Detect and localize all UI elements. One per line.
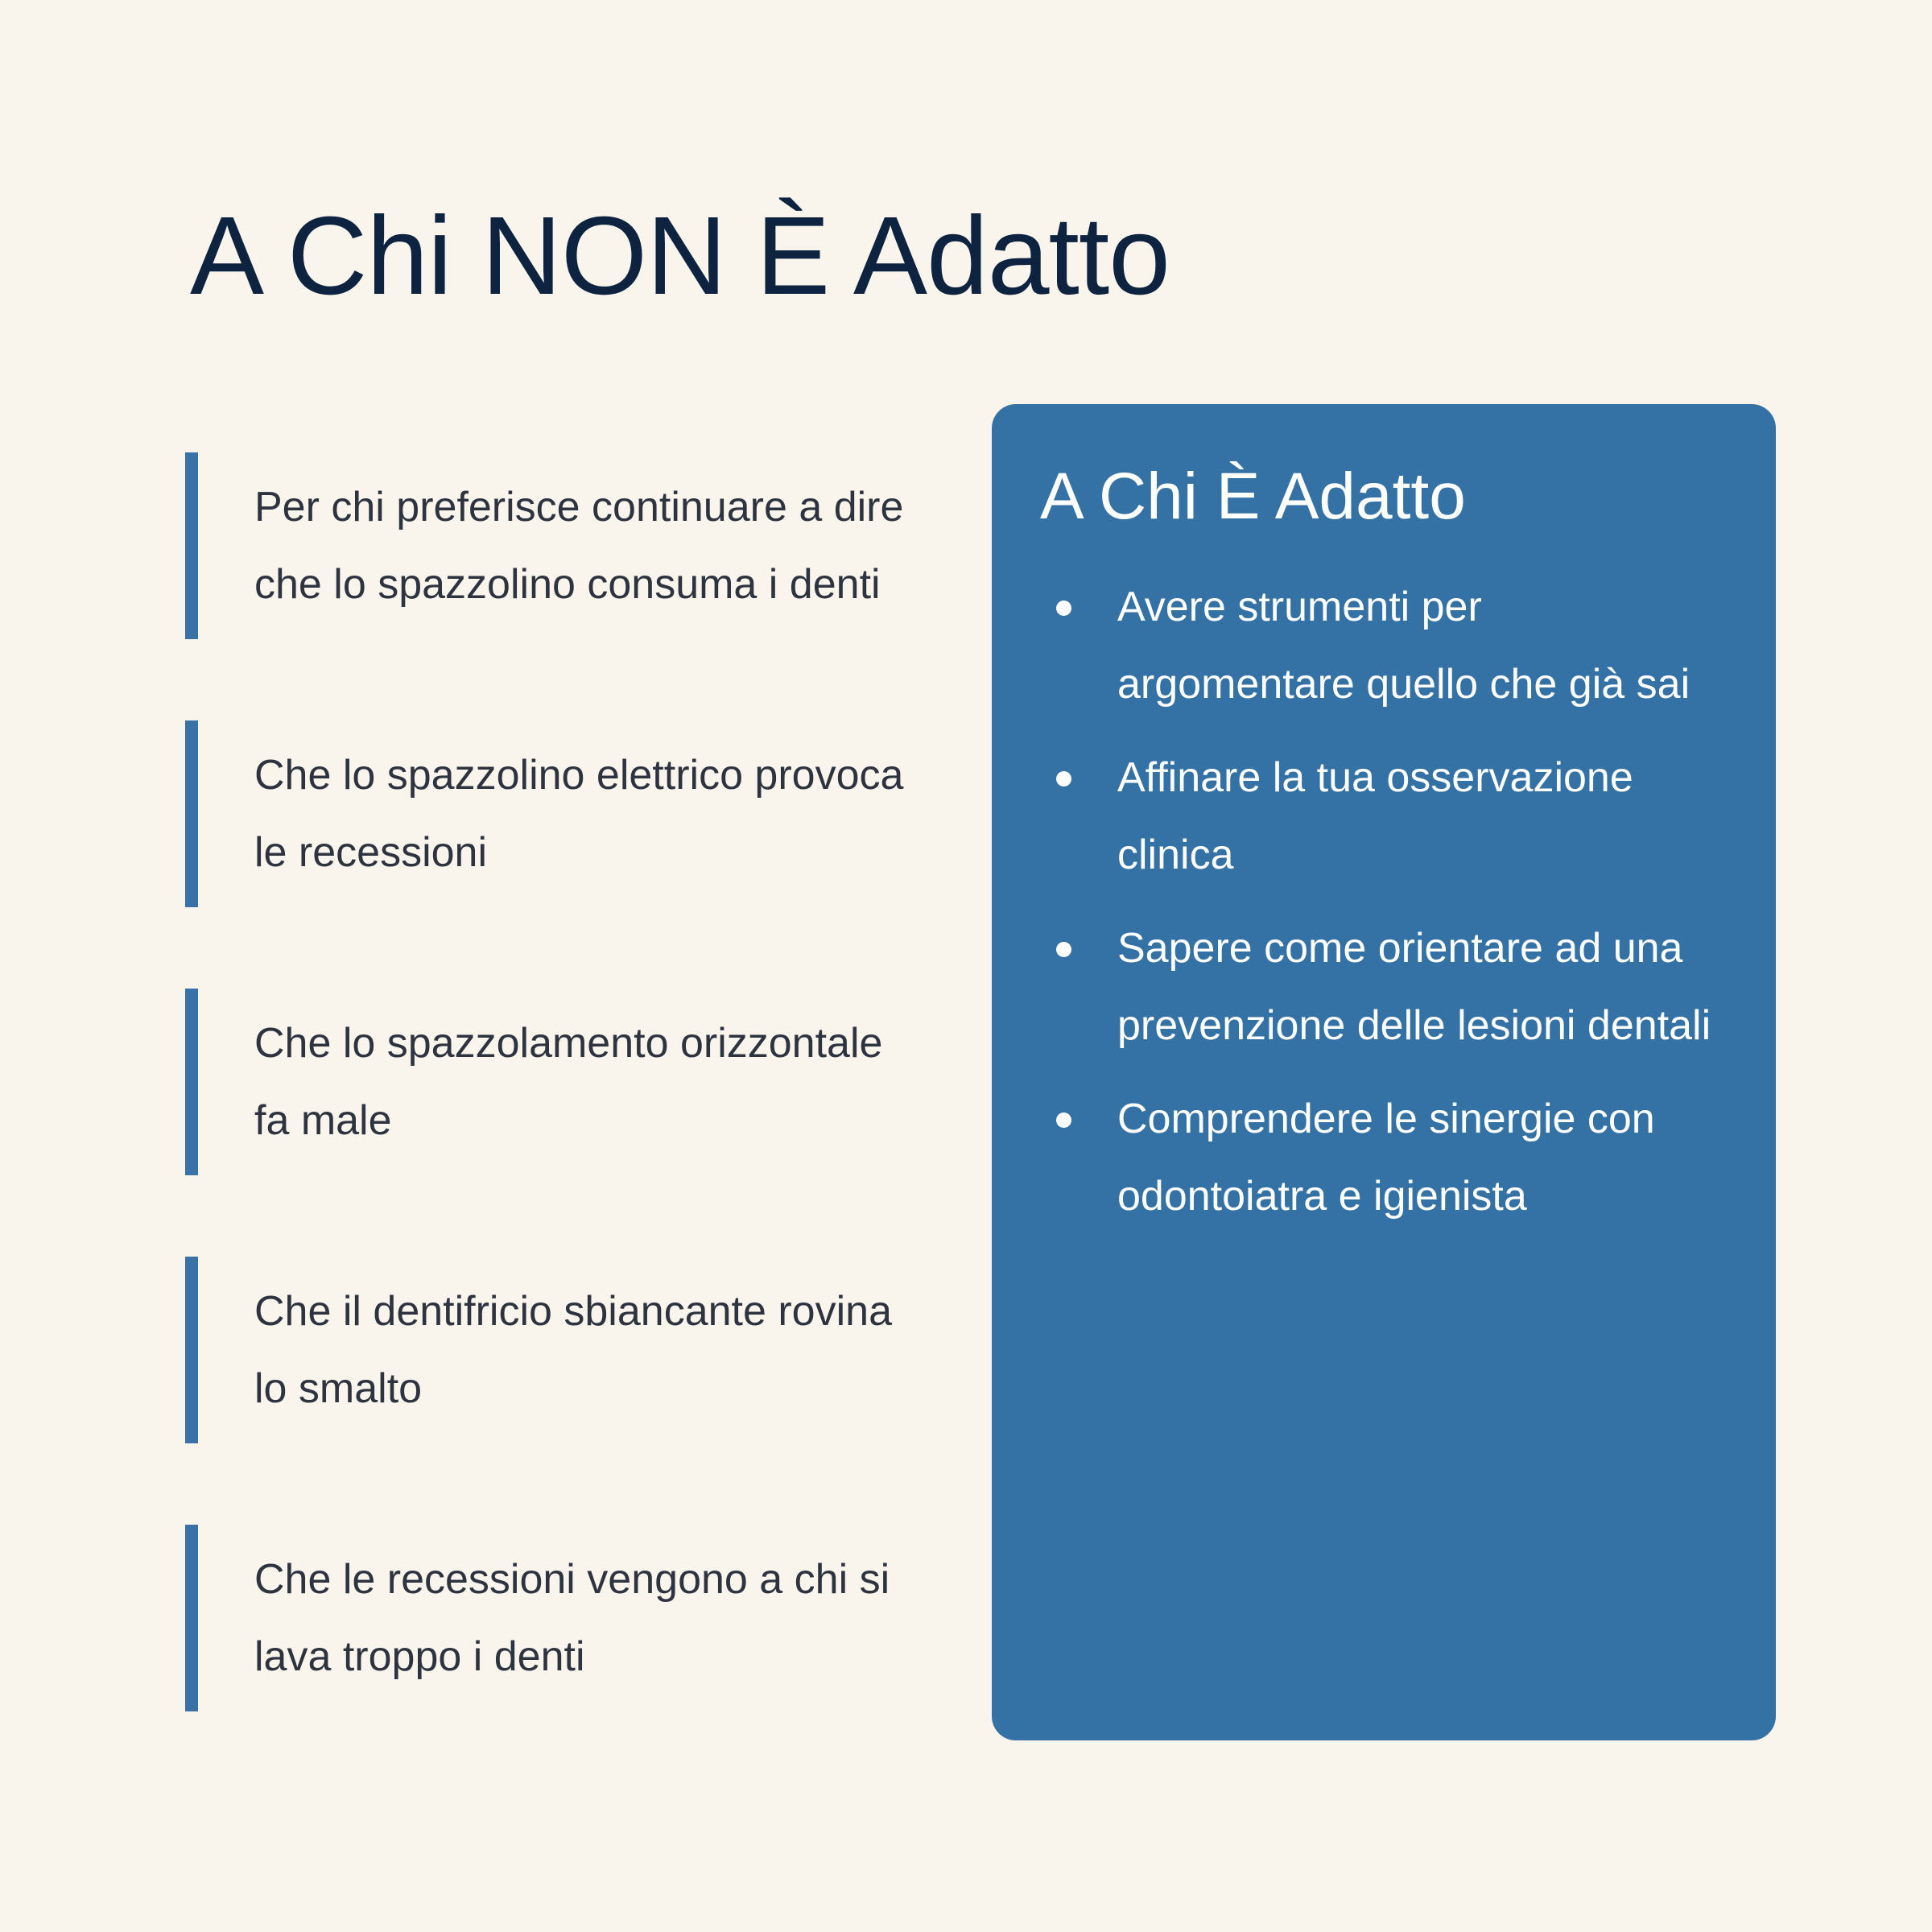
suitable-item	[1040, 910, 1728, 1064]
not-suitable-item: Che lo spazzolamento orizzontale fa male	[185, 989, 926, 1175]
suitable-card	[992, 404, 1776, 1740]
page-title: A Chi NON È Adatto	[190, 194, 1170, 318]
not-suitable-item: Che lo spazzolino elettrico provoca le recessioni	[185, 720, 926, 907]
suitable-item	[1040, 568, 1728, 723]
suitable-item-text: Sapere come orientare ad una prevenzione delle lesioni dentali	[1117, 925, 1711, 1049]
suitable-item-text: Affinare la tua osservazione clinica	[1117, 754, 1633, 878]
suitable-item	[1040, 739, 1728, 894]
not-suitable-list	[185, 452, 926, 1793]
suitable-item-text: Avere strumenti per argomentare quello che già sai	[1117, 584, 1690, 708]
bullet-icon	[1056, 601, 1071, 616]
bullet-icon	[1056, 1113, 1071, 1128]
bullet-icon	[1056, 771, 1071, 786]
suitable-item	[1040, 1080, 1728, 1235]
bullet-icon	[1056, 942, 1071, 957]
not-suitable-item: Che le recessioni vengono a chi si lava troppo i denti	[185, 1525, 926, 1711]
not-suitable-item: Che il dentifricio sbiancante rovina lo smalto	[185, 1257, 926, 1443]
not-suitable-item: Per chi preferisce continuare a dire che lo spazzolino consuma i denti	[185, 452, 926, 639]
suitable-title: A Chi È Adatto	[1040, 460, 1466, 533]
suitable-item-text: Comprendere le sinergie con odontoiatra e igienista	[1117, 1096, 1655, 1220]
suitable-list	[1040, 568, 1728, 1235]
